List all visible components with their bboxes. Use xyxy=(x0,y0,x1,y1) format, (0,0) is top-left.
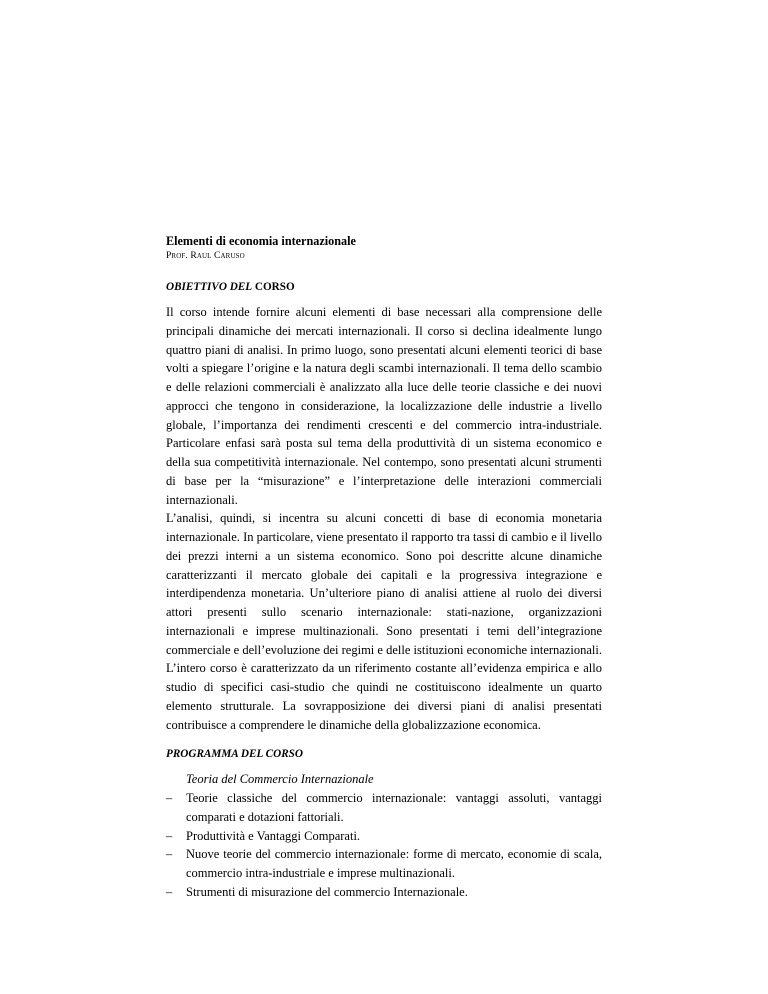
program-heading-text: PROGRAMMA DEL CORSO xyxy=(166,748,303,761)
dash-bullet: – xyxy=(166,884,173,899)
objective-paragraph-1: Il corso intende fornire alcuni elementi di base necessari alla comprensione delle principali dinamiche dei mercati internazionali. Il corso si declina idealmente lungo quattro piani di analisi. In primo luogo, sono presentati alcuni elementi teorici di base volti a spiegare l’origine e la natura degli scambi internazionali. Il tema dello scambio e delle relazioni commerciali è analizzato alla luce delle teorie classiche e dei nuovi approcci che tengono in considerazione, la localizzazione delle industrie a livello globale, l’importanza dei rendimenti crescenti e del commercio intra-industriale. Particolare enfasi sarà posta sul tema della produttività di un sistema economico e della sua competitività internazionale. Nel contempo, sono presentati alcuni strumenti di base per la “misurazione” e l’interpretazione delle interazioni commerciali internazionali. xyxy=(166,305,602,507)
objective-heading xyxy=(166,280,602,294)
professor-name xyxy=(166,250,602,262)
objective-paragraph-2: L’analisi, quindi, si incentra su alcuni concetti di base di economia monetaria internazionale. In particolare, viene presentato il rapporto tra tassi di cambio e il livello dei prezzi interni a un sistema economico. Sono poi descritte alcune dinamiche caratterizzanti il mercato globale dei capitali e la progressiva integrazione e interdipendenza monetaria. Un’ulteriore piano di analisi attiene al ruolo dei diversi attori presenti sullo scenario internazionale: stati-nazione, organizzazioni internazionali e imprese multinazionali. Sono presentati i temi dell’integrazione commerciale e dell’evoluzione dei regimi e delle istituzioni economiche internazionali. L’intero corso è caratterizzato da un riferimento costante all’evidenza empirica e allo studio di specifici casi-studio che quindi ne costituiscono idealmente un quarto elemento strutturale. La sovrapposizione dei diversi piani di analisi presentati contribuisce a comprendere le dinamiche della globalizzazione economica. xyxy=(166,511,602,732)
program-item-text: Nuove teorie del commercio internazionale: forme di mercato, economie di scala, commercio intra-industriale e imprese multinazionali. xyxy=(186,847,602,880)
program-item-text: Produttività e Vantaggi Comparati. xyxy=(186,828,361,843)
objective-heading-italic: OBIETTIVO DEL xyxy=(166,281,253,293)
course-title: Elementi di economia internazionale xyxy=(166,234,356,248)
program-item xyxy=(166,827,602,846)
program-item-text: Strumenti di misurazione del commercio Internazionale. xyxy=(186,884,468,899)
program-list xyxy=(166,789,602,902)
objective-heading-plain: CORSO xyxy=(254,281,295,293)
program-item xyxy=(166,845,602,883)
document-page xyxy=(166,234,602,902)
program-heading xyxy=(166,747,602,761)
dash-bullet: – xyxy=(166,791,173,805)
program-subtitle: Teoria del Commercio Internazionale xyxy=(186,772,374,787)
dash-bullet: – xyxy=(166,847,173,862)
program-item-text: Teorie classiche del commercio internazionale: vantaggi assoluti, vantaggi comparati e dotazioni fattoriali. xyxy=(186,791,602,824)
professor-name-text: Prof. Raul Caruso xyxy=(166,250,245,261)
program-item xyxy=(166,789,602,827)
program-item xyxy=(166,883,602,902)
dash-bullet: – xyxy=(166,828,173,843)
